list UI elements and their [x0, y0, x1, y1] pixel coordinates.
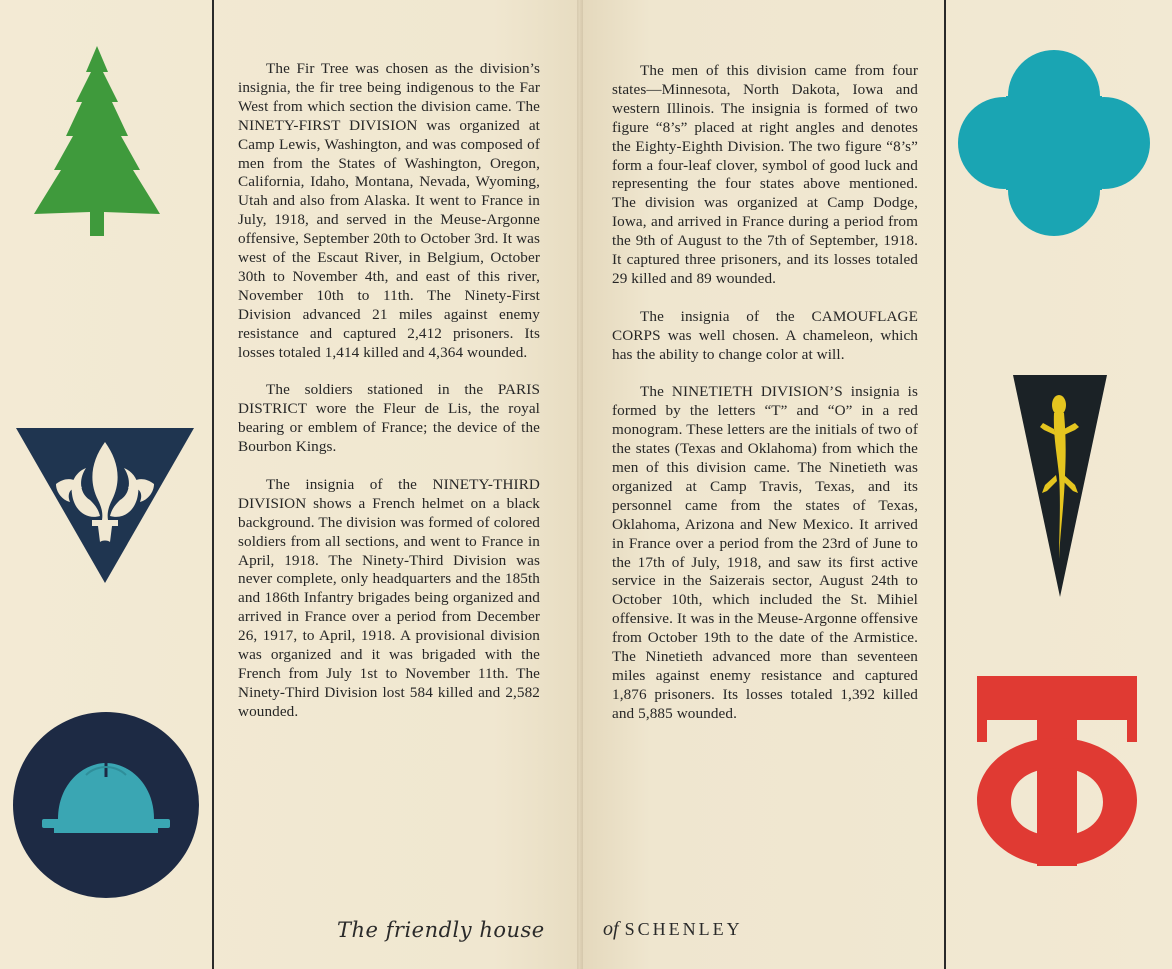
footer-of: of — [603, 918, 619, 940]
chameleon-icon — [1013, 375, 1107, 599]
paragraph-camouflage-corps: The insignia of the CAMOUFLAGE CORPS was well chosen. A chameleon, which has the ability to change color at will. — [612, 307, 918, 363]
left-text-column — [238, 60, 540, 722]
four-leaf-clover-icon — [956, 49, 1152, 237]
t-o-monogram-icon — [977, 676, 1139, 868]
paragraph-paris-district: The soldiers stationed in the PARIS DISTRICT wore the Fleur de Lis, the royal bearing or emblem of France; the device of the Bourbon Kings. — [238, 381, 540, 456]
right-text-column — [612, 62, 918, 724]
footer-tagline: The friendly house — [337, 918, 545, 942]
left-column-rule — [212, 0, 214, 969]
paragraph-ninety-third-division: The insignia of the NINETY-THIRD DIVISION shows a French helmet on a black background. The division was formed of colored soldiers from all sections, and went to France in April, 1918. The Ninety-Third Division was never complete, only headquarters and the 185th and 186th Infantry brigades being organized and arrived in France over a period from December 26, 1917, to April, 1918. A provisional division was organized and it was brigaded with the French from July 1st to November 11th. The Ninety-Third Division lost 584 killed and 2,582 wounded. — [238, 475, 540, 720]
footer-brand-name: SCHENLEY — [624, 919, 743, 939]
fleur-de-lis-icon — [16, 428, 194, 584]
right-column-rule — [944, 0, 946, 969]
fir-tree-icon — [30, 44, 165, 240]
paragraph-ninetieth-division: The NINETIETH DIVISION’S insignia is formed by the letters “T” and “O” in a red monogram. These letters are the initials of two of the states (Texas and Oklahoma) from which the men of this division came. The Ninetieth was organized at Camp Travis, Texas, and its personnel came from the states of Texas, Oklahoma, Arizona and New Mexico. It arrived in France over a period from the 23rd of June to the 17th of July, 1918, and saw its first active service in the Saizerais sector, August 24th to October 10th, which included the St. Mihiel offensive. It was in the Meuse-Argonne offensive from October 19th to the date of the Armistice. The Ninetieth advanced more than seventeen miles against enemy resistance and captured 1,876 prisoners. Its losses totaled 1,392 killed and 5,885 wounded. — [612, 383, 918, 722]
fold-seam — [577, 0, 583, 969]
paragraph-ninety-first-division: The Fir Tree was chosen as the division’s insignia, the fir tree being indigenous to the Far West from which section the division came. The NINETY-FIRST DIVISION was organized at Camp Lewis, Washington, and was composed of men from the States of Washington, Oregon, California, Idaho, Montana, Nevada, Wyoming, Utah and also from Alaska. It went to France in July, 1918, and served in the Meuse-Argonne offensive, September 20th to October 3rd. It was west of the Escaut River, in Belgium, October 30th to November 4th, and east of this river, November 10th to 11th. The Ninety-First Division advanced 21 miles against enemy resistance and captured 2,412 prisoners. Its losses totaled 1,414 killed and 4,364 wounded. — [238, 60, 540, 361]
helmet-icon — [12, 711, 200, 899]
footer-brand — [603, 918, 743, 941]
paragraph-eighty-eighth-division: The men of this division came from four states—Minnesota, North Dakota, Iowa and western Illinois. The insignia is formed of two figure “8’s” placed at right angles and denotes the Eighty-Eighth Division. The two figure “8’s” form a four-leaf clover, symbol of good luck and representing the four states above mentioned. The division was organized at Camp Dodge, Iowa, and arrived in France during a period from the 9th of August to the 7th of September, 1918. It captured three prisoners, and its losses totaled 29 killed and 89 wounded. — [612, 62, 918, 287]
